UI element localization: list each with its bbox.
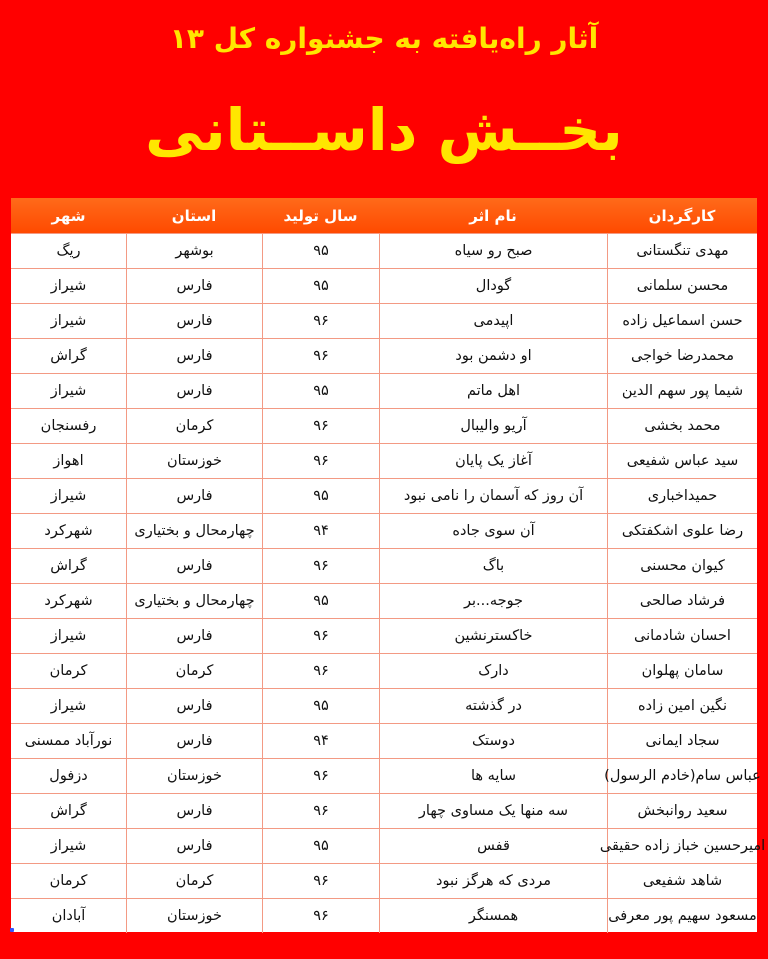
cell-year: ۹۶: [262, 794, 379, 828]
table-row: [11, 863, 757, 898]
cell-province: فارس: [126, 619, 262, 653]
cell-director: کیوان محسنی: [607, 549, 757, 583]
cell-director: احسان شادمانی: [607, 619, 757, 653]
cell-director: شیما پور سهم الدین: [607, 374, 757, 408]
cell-director: سعید روانبخش: [607, 794, 757, 828]
cell-director: سجاد ایمانی: [607, 724, 757, 758]
cell-title: گودال: [379, 269, 607, 303]
cell-director: سامان پهلوان: [607, 654, 757, 688]
cell-city: گراش: [50, 803, 87, 819]
table-row: [11, 233, 757, 268]
cell-director: امیرحسین خباز زاده حقیقی: [607, 829, 757, 863]
cell-city: شیراز: [50, 838, 87, 854]
cell-title: او دشمن بود: [379, 339, 607, 373]
cell-province: خوزستان: [126, 444, 262, 478]
cell-year: ۹۶: [262, 619, 379, 653]
cell-title: آن سوی جاده: [379, 514, 607, 548]
cell-city: دزفول: [49, 768, 88, 784]
column-header-province: استان: [171, 206, 217, 225]
cell-title: در گذشته: [379, 689, 607, 723]
cell-year: ۹۵: [262, 479, 379, 513]
cell-director: شاهد شفیعی: [607, 864, 757, 898]
cell-city: شیراز: [50, 278, 87, 294]
films-table: [11, 198, 766, 932]
cell-title: مردی که هرگز نبود: [379, 864, 607, 898]
cell-province: چهارمحال و بختیاری: [126, 514, 262, 548]
cell-city: ریگ: [56, 243, 81, 259]
cell-director: حسن اسماعیل زاده: [607, 304, 757, 338]
cell-city: شیراز: [50, 383, 87, 399]
cell-title: دارک: [379, 654, 607, 688]
cell-year: ۹۵: [262, 584, 379, 618]
table-row: [11, 723, 757, 758]
cell-title: آن روز که آسمان را نامی نبود: [379, 479, 607, 513]
cell-director: مسعود سهیم پور معرفی: [607, 899, 757, 933]
cell-province: خوزستان: [126, 899, 262, 933]
cell-title: آغاز یک پایان: [379, 444, 607, 478]
cell-director: سید عباس شفیعی: [607, 444, 757, 478]
cell-year: ۹۶: [262, 864, 379, 898]
cell-title: قفس: [379, 829, 607, 863]
cell-year: ۹۶: [262, 304, 379, 338]
cell-province: فارس: [126, 724, 262, 758]
table-row: [11, 618, 757, 653]
table-row: [11, 443, 757, 478]
cell-province: فارس: [126, 549, 262, 583]
cell-city: رفسنجان: [40, 418, 97, 434]
table-row: [11, 373, 757, 408]
table-row: [11, 338, 757, 373]
cell-director: رضا علوی اشکفتکی: [607, 514, 757, 548]
cell-year: ۹۶: [262, 549, 379, 583]
cell-year: ۹۵: [262, 689, 379, 723]
column-header-year: سال تولید: [283, 206, 358, 225]
column-header-city: شهر: [51, 206, 86, 225]
cell-province: کرمان: [126, 654, 262, 688]
cell-year: ۹۴: [262, 514, 379, 548]
column-header-title: نام اثر: [469, 206, 517, 225]
cell-city: گراش: [50, 558, 87, 574]
cell-province: فارس: [126, 339, 262, 373]
column-header-director: کارگردان: [648, 206, 716, 225]
cell-year: ۹۵: [262, 374, 379, 408]
cell-city: گراش: [50, 348, 87, 364]
table-row: [11, 828, 766, 863]
cell-title: اپیدمی: [379, 304, 607, 338]
cell-province: فارس: [126, 374, 262, 408]
cell-province: خوزستان: [126, 759, 262, 793]
cell-title: سایه ها: [379, 759, 607, 793]
cell-city: آبادان: [51, 908, 86, 924]
cell-title: اهل ماتم: [379, 374, 607, 408]
cell-province: کرمان: [126, 409, 262, 443]
cell-city: شیراز: [50, 488, 87, 504]
cell-city: شیراز: [50, 698, 87, 714]
cell-province: کرمان: [126, 864, 262, 898]
cell-year: ۹۵: [262, 234, 379, 268]
cell-title: جوجه...بر: [379, 584, 607, 618]
cell-city: شهرکرد: [44, 523, 93, 539]
cell-year: ۹۶: [262, 759, 379, 793]
cell-province: چهارمحال و بختیاری: [126, 584, 262, 618]
cell-province: فارس: [126, 689, 262, 723]
cell-province: فارس: [126, 829, 262, 863]
cell-year: ۹۵: [262, 269, 379, 303]
cell-title: سه منها یک مساوی چهار: [379, 794, 607, 828]
cell-province: فارس: [126, 269, 262, 303]
cell-province: بوشهر: [126, 234, 262, 268]
table-row: [11, 793, 757, 828]
cell-year: ۹۶: [262, 339, 379, 373]
table-row: [11, 653, 757, 688]
cell-director: نگین امین زاده: [607, 689, 757, 723]
cell-director: محسن سلمانی: [607, 269, 757, 303]
cell-director: حمیداخباری: [607, 479, 757, 513]
table-row: [11, 688, 757, 723]
cell-year: ۹۶: [262, 654, 379, 688]
cell-director: مهدی تنگستانی: [607, 234, 757, 268]
cell-province: فارس: [126, 479, 262, 513]
cell-city: کرمان: [49, 873, 88, 889]
cell-year: ۹۵: [262, 829, 379, 863]
cell-director: محمدرضا خواجی: [607, 339, 757, 373]
cell-city: شهرکرد: [44, 593, 93, 609]
table-row: [11, 758, 761, 793]
corner-marker: [10, 928, 14, 932]
cell-city: اهواز: [53, 453, 84, 469]
cell-year: ۹۴: [262, 724, 379, 758]
cell-city: نورآباد ممسنی: [24, 733, 113, 749]
cell-province: فارس: [126, 794, 262, 828]
cell-title: دوستک: [379, 724, 607, 758]
cell-title: صبح رو سیاه: [379, 234, 607, 268]
cell-city: شیراز: [50, 313, 87, 329]
cell-title: آریو والیبال: [379, 409, 607, 443]
table-row: [11, 583, 757, 618]
cell-year: ۹۶: [262, 409, 379, 443]
table-row: [11, 478, 757, 513]
cell-director: عباس سام(خادم الرسول): [607, 759, 757, 793]
table-body: [11, 233, 766, 933]
table-row: [11, 548, 757, 583]
table-row: [11, 268, 757, 303]
table-row: [11, 408, 757, 443]
cell-year: ۹۶: [262, 444, 379, 478]
cell-year: ۹۶: [262, 899, 379, 933]
cell-title: همسنگر: [379, 899, 607, 933]
cell-city: شیراز: [50, 628, 87, 644]
cell-title: خاکسترنشین: [379, 619, 607, 653]
cell-director: فرشاد صالحی: [607, 584, 757, 618]
cell-director: محمد بخشی: [607, 409, 757, 443]
table-header: [11, 198, 757, 233]
page-title: آثار راه‌یافته به جشنواره کل ۱۳: [169, 22, 599, 55]
cell-title: باگ: [379, 549, 607, 583]
section-title: بخــش داســتانی: [145, 96, 623, 164]
table-row: [11, 303, 757, 338]
cell-city: کرمان: [49, 663, 88, 679]
cell-province: فارس: [126, 304, 262, 338]
table-row: [11, 898, 757, 933]
table-row: [11, 513, 757, 548]
